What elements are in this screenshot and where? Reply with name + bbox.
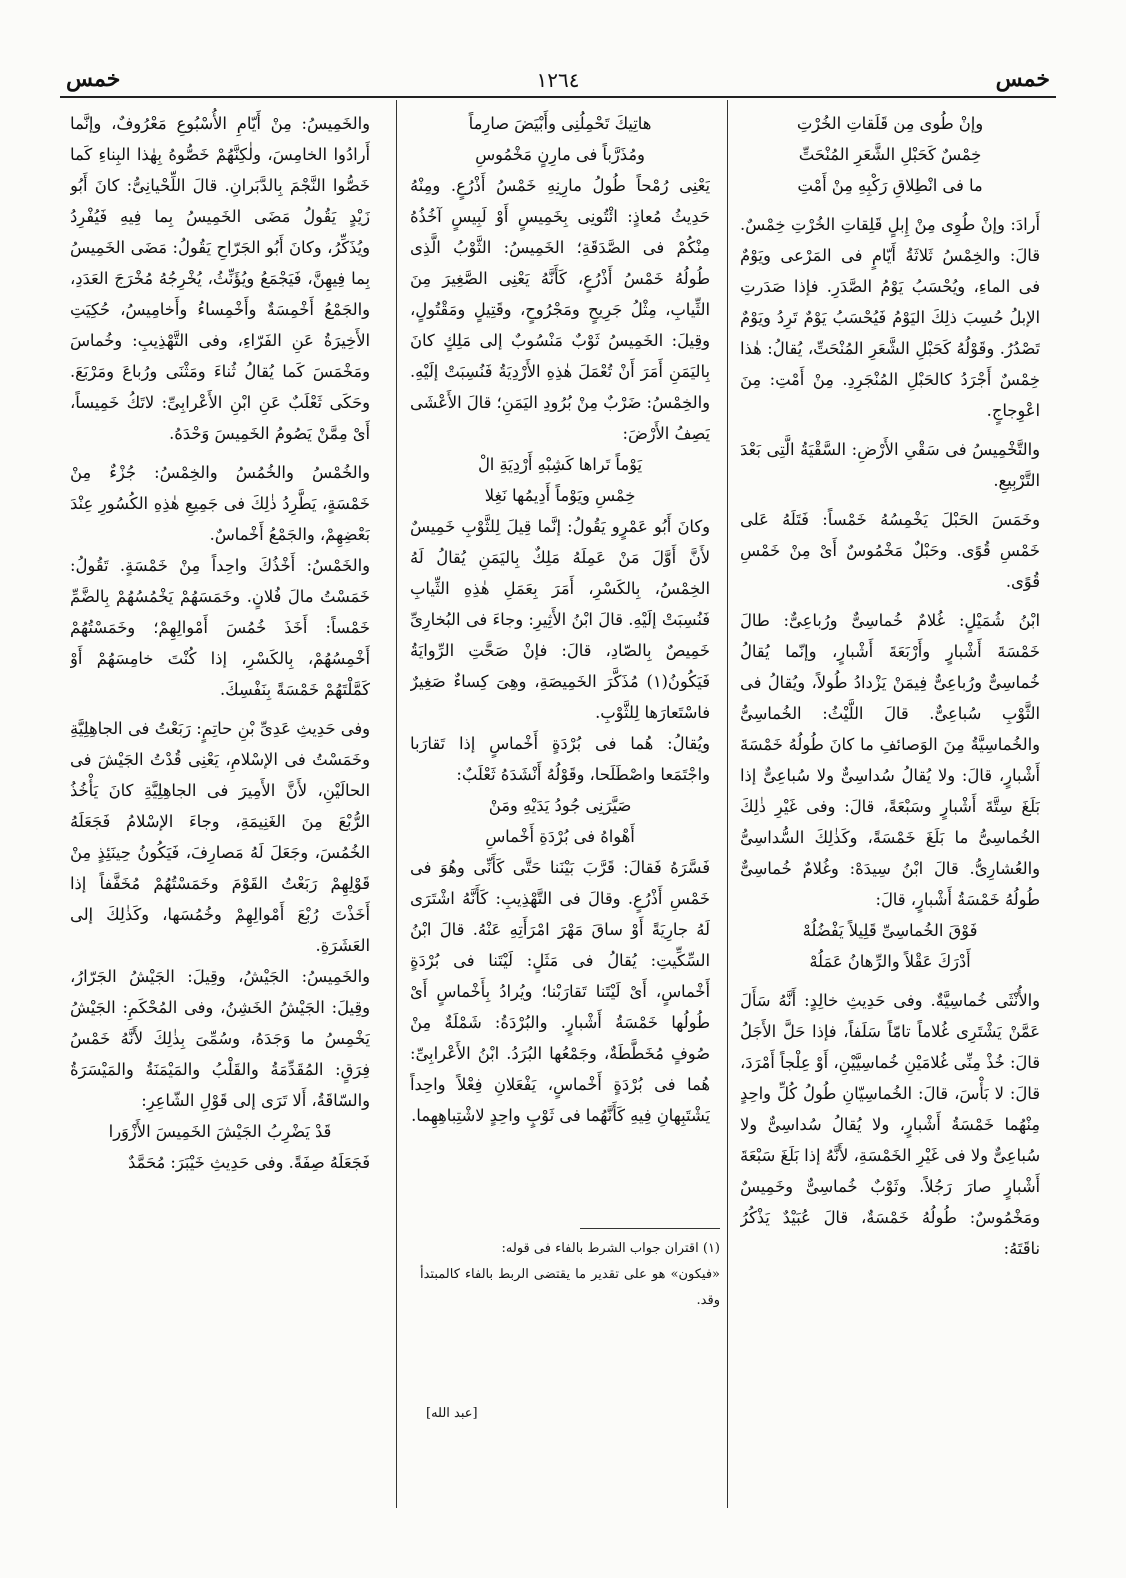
verse-line: خِمْسٌ كَحَبْلِ الشَّعَرِ المُنْحَتِّ [798, 145, 982, 164]
paragraph: والتَّخْمِيسُ فى سَقْىِ الأَرْضِ: السَّقْيَةُ الَّتِى بَعْدَ التَّرْبِيعِ. [740, 440, 1040, 490]
verse-line: يَوْماً تَراها كَشِبْهِ أَرْدِيَةِ الْ [477, 455, 643, 474]
column-divider-left [396, 100, 397, 1508]
paragraph: والخَمِيسُ: مِنْ أَيّامِ الأُسْبُوعِ مَعْرُوفٌ، وإنَّما أَرادُوا الخامِسَ، ولٰكِنَّهُمْ خَصُّوهُ بِهٰذا البِناءِ كَما خَصُّوا النَّجْمَ بِالدَّبَرانِ. قالَ اللِّحْيانِىُّ: كانَ أَبُو زَيْدٍ يَقُولُ مَضَى الخَمِيسُ بِما فِيهِ فَيُفْرِدُ ويُذَكِّرُ، وكانَ أَبُو الجَرّاحِ يَقُولُ: مَضَى الخَمِيسُ بِما فِيهِنَّ، فَيَجْمَعُ ويُؤَنِّثُ، يُخْرِجُهُ مُخْرَجَ العَدَدِ، والجَمْعُ أَخْمِسَةٌ وأَخْمِساءُ وأَخامِيسُ، حُكِيَتِ الأَخِيرَةُ عَنِ الفَرّاءِ، وفى التَّهْذِيبِ: وخُماسَ ومَخْمَسَ كَما يُقالُ ثُناءَ ومَثْنَى ورُباعَ ومَرْبَعَ. وحَكَى ثَعْلَبٌ عَنِ ابْنِ الأَعْرابِىِّ: لاتَكُ خَمِيساً، أَىْ مِمَّنْ يَصُومُ الخَمِيسَ وَحْدَهُ. [70, 114, 370, 443]
verse-line: أَدْرَكَ عَقْلاً والرِّهانُ عَمَلُهْ [809, 952, 971, 971]
paragraph: والخَمْسُ: أَخْذُكَ واحِداً مِنْ خَمْسَةٍ. تَقُولُ: خَمَسْتُ مالَ فُلانٍ. وخَمَسَهُمْ يَخْمُسُهُمْ بِالضَّمِّ خَمْساً: أَخَذَ خُمُسَ أَمْوالِهِمْ؛ وخَمَسْتُهُمْ أَخْمِسُهُمْ، بِالكَسْرِ، إذا كُنْتَ خامِسَهُمْ أَوْ كَمَّلْتَهُمْ خَمْسَةً بِنَفْسِكَ. [70, 556, 370, 699]
paragraph: يَعْنِى رُمْحاً طُولُ مارِنِهِ خَمْسُ أَذْرُعٍ. ومِنْهُ حَدِيثُ مُعاذٍ: ائْتُونِى بِخَمِيسٍ أَوْ لَبِيسٍ آخُذُهُ مِنْكُمْ فى الصَّدَقَةِ؛ الخَمِيسُ: الثَّوْبُ الَّذِى طُولُهُ خَمْسُ أَذْرُعٍ، كَأَنَّهُ يَعْنِى الصَّغِيرَ مِنَ الثِّيابِ، مِثْلُ جَرِيحٍ ومَجْرُوحٍ، وقَتِيلٍ ومَقْتُولٍ، وقِيلَ: الخَمِيسُ ثَوْبٌ مَنْسُوبٌ إلى مَلِكٍ كانَ بِاليَمَنِ أَمَرَ أَنْ تُعْمَلَ هٰذِهِ الأَرْدِيَةُ فَنُسِبَتْ إلَيْهِ. والخِمْسُ: ضَرْبٌ مِنْ بُرُودِ اليَمَنِ؛ قالَ الأَعْشَى يَصِفُ الأَرْضَ: [410, 176, 710, 443]
footnote-line: (١) اقتران جواب الشرط بالفاء فى قوله: [501, 1241, 720, 1256]
verse-line: قَدْ يَضْرِبُ الجَيْشَ الخَمِيسَ الأَزْوَرا [108, 1122, 332, 1141]
footnote-signature: [عبد الله] [426, 1406, 478, 1421]
column-middle [410, 108, 710, 1218]
column-left [70, 108, 370, 1508]
paragraph: وفى حَدِيثِ عَدِىِّ بْنِ حاتِمٍ: رَبَعْتُ فى الجاهِلِيَّةِ وخَمَسْتُ فى الإسْلامِ، يَعْنِى قُدْتُ الجَيْشَ فى الحالَيْنِ، لأَنَّ الأَمِيرَ فى الجاهِلِيَّةِ كانَ يَأْخُذُ الرُّبْعَ مِنَ الغَنِيمَةِ، وجاءَ الإسْلامُ فَجَعَلَهُ الخُمُسَ، وجَعَلَ لَهُ مَصارِفَ، فَيَكُونُ حِينَئِذٍ مِنْ قَوْلِهِمْ رَبَعْتُ القَوْمَ وخَمَسْتُهُمْ مُخَفَّفاً إذا أَخَذْتَ رُبْعَ أَمْوالِهِمْ وخُمُسَها، وكَذٰلِكَ إلى العَشَرَةِ. [70, 719, 370, 955]
page-header [60, 64, 1056, 104]
paragraph: والخُمْسُ والخُمُسُ والخِمْسُ: جُزْءٌ مِنْ خَمْسَةٍ، يَطَّرِدُ ذٰلِكَ فى جَمِيعِ هٰذِهِ الكُسُورِ عِنْدَ بَعْضِهِمْ، والجَمْعُ أَخْماسٌ. [70, 463, 370, 544]
page-number: ١٢٦٤ [536, 68, 580, 92]
verse-line: وإنْ طُوى مِن قَلَقاتِ الخُرْتِ [796, 114, 984, 133]
verse-line: أَهْواهُ فى بُرْدَةِ أَخْماسِ [485, 827, 635, 846]
verse-line: خِمْسِ ويَوْماً أَدِيمُها نَغِلا [484, 486, 636, 505]
footnote-line: «فيكون» هو على تقدير ما يقتضى الربط بالفاء كالمبتدأ وقد. [420, 1267, 720, 1308]
footnote-rule [580, 1228, 720, 1229]
column-divider-right [727, 100, 728, 1508]
header-entry-word-right: خمس [995, 66, 1050, 92]
column-right [740, 108, 1040, 1508]
paragraph: والخَمِيسُ: الجَيْشُ، وقِيلَ: الجَيْشُ الجَرّارُ، وقِيلَ: الجَيْشُ الخَشِنُ، وفى المُحْكَمِ: الجَيْشُ يَخْمِسُ ما وَجَدَهُ، وسُمِّىَ بِذٰلِكَ لأَنَّهُ خَمْسُ فِرَقٍ: المُقَدِّمَةُ والقَلْبُ والمَيْمَنَةُ والمَيْسَرَةُ والسّاقَةُ، أَلا تَرَى إلى قَوْلِ الشّاعِرِ: [70, 967, 370, 1110]
header-rule [60, 96, 1056, 98]
paragraph: ويُقالُ: هُما فى بُرْدَةٍ أَخْماسٍ إذا تَقارَبا واجْتَمَعا واصْطَلَحا، وقَوْلُهُ أَنْشَدَهُ ثَعْلَبٌ: [410, 734, 710, 784]
verse-line: ومُذَرَّباً فى مارِنٍ مَخْمُوسِ [475, 145, 645, 164]
paragraph: ابْنُ شُمَيْلٍ: غُلامٌ خُماسِىٌّ ورُباعِىٌّ: طالَ خَمْسَةَ أَشْبارٍ وأَرْبَعَةَ أَشْبارٍ، وإنّما يُقالُ خُماسِىٌّ ورُباعِىٌّ فِيمَنْ يَزْدادُ طُولاً، ويُقالُ فى الثَّوْبِ سُباعِىٌّ. قالَ اللَّيْثُ: الخُماسِىُّ والخُماسِيَّةُ مِنَ الوَصائفِ ما كانَ طُولُهُ خَمْسَةَ أَشْبارٍ، قالَ: ولا يُقالُ سُداسِىٌّ ولا سُباعِىٌّ إذا بَلَغَ سِتَّةَ أَشْبارٍ وسَبْعَةً، قالَ: وفى غَيْرِ ذٰلِكَ الخُماسِىُّ ما بَلَغَ خَمْسَةً، وكَذٰلِكَ السُّداسِىُّ والعُشارِىُّ. قالَ ابْنُ سِيدَهْ: وغُلامٌ خُماسِىٌّ طُولُهُ خَمْسَةُ أَشْبارٍ، قالَ: [740, 611, 1040, 909]
paragraph: وخَمَسَ الحَبْلَ يَخْمِسُهُ خَمْساً: فَتَلَهُ عَلى خَمْسِ قُوًى. وحَبْلٌ مَخْمُوسٌ أَىْ مِنْ خَمْسِ قُوًى. [740, 510, 1040, 591]
header-entry-word-left: خمس [66, 66, 121, 92]
paragraph: والأُنْثَى خُماسِيَّةٌ. وفى حَدِيثِ خالِدٍ: أَنَّهُ سَأَلَ عَمَّنْ يَشْتَرِى غُلاماً تامّاً سَلَفاً، فإذا حَلَّ الأَجَلُ قالَ: خُذْ مِنِّى غُلامَيْنِ خُماسِيَّيْنِ، أَوْ عِلْجاً أَمْرَدَ، قالَ: لا بَأْسَ، قالَ: الخُماسِيّانِ طُولُ كُلِّ واحِدٍ مِنْهُما خَمْسَةُ أَشْبارٍ، ولا يُقالُ سُداسِىٌّ ولا سُباعِىٌّ ولا فى غَيْرِ الخَمْسَةِ، لأَنَّهُ إذا بَلَغَ سَبْعَةَ أَشْبارٍ صارَ رَجُلاً. وثَوْبٌ خُماسِىٌّ وخَمِيسٌ ومَخْمُوسٌ: طُولُهُ خَمْسَةٌ، قالَ عُبَيْدٌ يَذْكُرُ ناقَتَهُ: [740, 991, 1040, 1258]
verse-line: ما فى انْطِلاقِ رَكْبِهِ مِنْ أَمْتِ [797, 176, 983, 195]
paragraph: فَسَّرَهُ فَقالَ: قَرَّبَ بَيْنَنا حَتَّى كَأَنِّى وهُوَ فى خَمْسِ أَذْرُعٍ. وقالَ فى التَّهْذِيبِ: كَأَنَّهُ اشْتَرَى لَهُ جارِيَةً أَوْ ساقَ مَهْرَ امْرَأَتِهِ عَنْهُ. قالَ ابْنُ السِّكِّيتِ: يُقالُ فى مَثَلٍ: لَيْتَنا فى بُرْدَةٍ أَخْماسٍ، أَىْ لَيْتَنا تَقارَبْنا؛ ويُرادُ بِأَخْماسٍ أَىْ طُولُها خَمْسَةُ أَشْبارٍ. والبُرْدَةُ: شَمْلَةٌ مِنْ صُوفٍ مُخَطَّطَةٌ، وجَمْعُها البُرَدُ. ابْنُ الأَعْرابِىِّ: هُما فى بُرْدَةٍ أَخْماسٍ، يَفْعَلانِ فِعْلاً واحِداً يَشْتَبِهانِ فِيهِ كَأَنَّهُما فى ثَوْبٍ واحِدٍ لاشْتِباهِهِما. [410, 858, 710, 1125]
paragraph: وكانَ أَبُو عَمْرٍو يَقُولُ: إنَّما قِيلَ لِلثَّوْبِ خَمِيسٌ لأَنَّ أَوَّلَ مَنْ عَمِلَهُ مَلِكٌ بِاليَمَنِ يُقالُ لَهُ الخِمْسُ، بِالكَسْرِ، أَمَرَ بِعَمَلِ هٰذِهِ الثِّيابِ فَنُسِبَتْ إلَيْهِ. قالَ ابْنُ الأَثِيرِ: وجاءَ فى البُخارِىِّ خَمِيصٌ بِالصّادِ، قالَ: فإنْ صَحَّتِ الرِّوايَةُ فَيَكُونُ(١) مُذَكَّرَ الخَمِيصَةِ، وهِىَ كِساءٌ صَغِيرٌ فاسْتَعارَها لِلثَّوْبِ. [410, 517, 710, 722]
footnote [420, 1236, 720, 1314]
verse-line: فَوْقَ الخُماسِىِّ قَلِيلاً يَفْضُلُهْ [802, 921, 978, 940]
paragraph: فَجَعَلَهُ صِفَةً. وفى حَدِيثِ خَيْبَرَ: مُحَمَّدٌ [127, 1153, 370, 1172]
verse-line: صَيَّرَنِى جُودُ يَدَيْهِ ومَنْ [488, 796, 632, 815]
verse-line: هاتِيكَ تَحْمِلُنِى وأَبْيَضَ صارِماً [468, 114, 652, 133]
paragraph: أَرادَ: وإنْ طُوِى مِنْ إِبلٍ قَلِقاتِ الخُرْتِ خِمْسٌ. قالَ: والخِمْسُ ثَلاثَةُ أَيّامٍ فى المَرْعى ويَوْمٌ فى الماءِ، ويُحْسَبُ يَوْمُ الصَّدَرِ. فإذا صَدَرتِ الإبلُ حُسِبَ ذلِكَ اليَوْمُ فَيُحْسَبُ يَوْمٌ تَرِدُ ويَوْمٌ تَصْدُرُ. وقَوْلُهُ كَحَبْلِ الشَّعَرِ المُنْحَتِّ، يُقالُ: هٰذا خِمْسٌ أَجْرَدُ كالحَبْلِ المُنْجَرِدِ. مِنْ أَمْتِ: مِنَ اعْوِجاجٍ. [740, 215, 1040, 420]
